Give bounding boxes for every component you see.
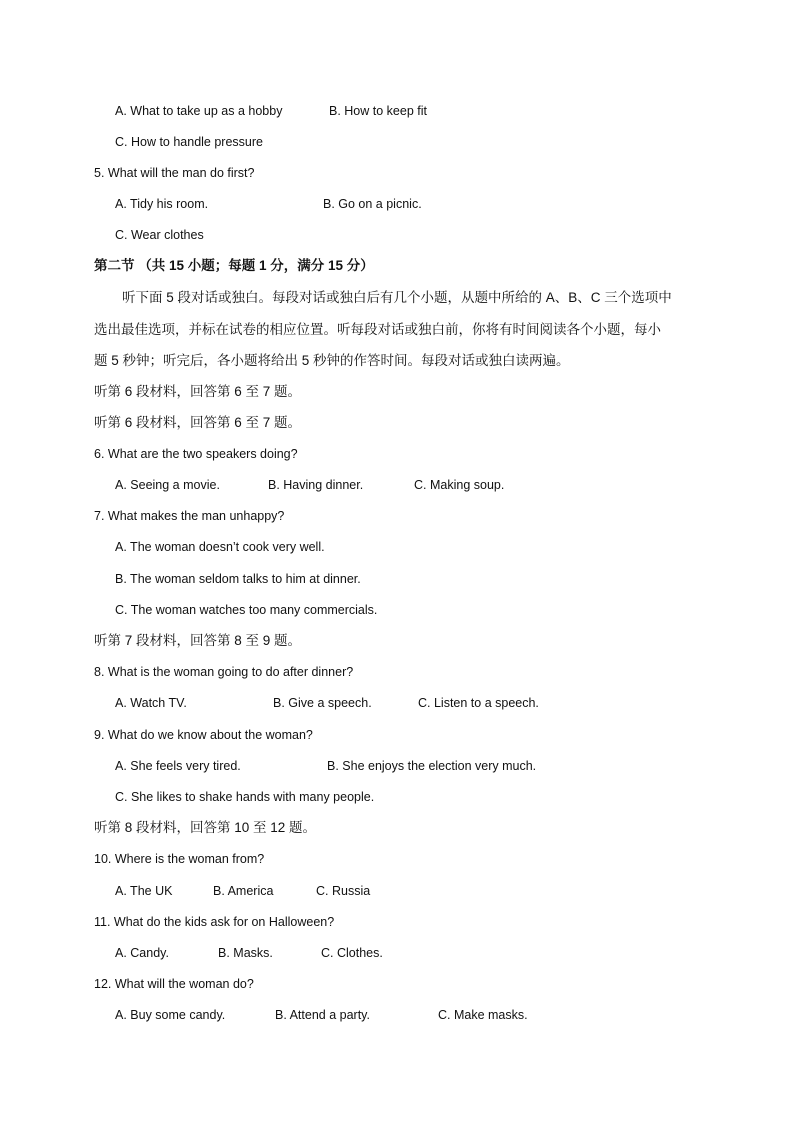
q7-option-b: B. The woman seldom talks to him at dinner. (115, 572, 361, 586)
q8-option-a: A. Watch TV. (115, 696, 187, 710)
q6-option-c: C. Making soup. (414, 478, 505, 492)
q11-option-b: B. Masks. (218, 946, 273, 960)
q5-option-a: A. Tidy his room. (115, 197, 209, 211)
q8-option-c: C. Listen to a speech. (418, 696, 539, 710)
section2-instructions-line1: 听下面 5 段对话或独白。每段对话或独白后有几个小题，从题中所给的 A、B、C 三个选项中 (122, 290, 672, 305)
q7-option-c: C. The woman watches too many commercials. (115, 603, 378, 617)
q7-question: 7. What makes the man unhappy? (94, 509, 285, 523)
q6-option-a: A. Seeing a movie. (115, 478, 220, 492)
section2-instructions-line3: 题 5 秒钟；听完后，各小题将给出 5 秒钟的作答时间。每段对话或独白读两遍。 (94, 353, 570, 368)
material7-direction: 听第 7 段材料，回答第 8 至 9 题。 (94, 633, 302, 648)
q9-option-b: B. She enjoys the election very much. (327, 759, 537, 773)
q11-option-c: C. Clothes. (321, 946, 383, 960)
q6-question: 6. What are the two speakers doing? (94, 447, 298, 461)
q5-option-c: C. Wear clothes (115, 228, 204, 242)
material6-direction-a: 听第 6 段材料，回答第 6 至 7 题。 (94, 384, 302, 399)
q11-question: 11. What do the kids ask for on Halloween? (94, 915, 335, 929)
q8-question: 8. What is the woman going to do after dinner? (94, 665, 354, 679)
q5-option-b: B. Go on a picnic. (323, 197, 422, 211)
q12-option-c: C. Make masks. (438, 1008, 528, 1022)
q10-option-c: C. Russia (316, 884, 371, 898)
q5-question: 5. What will the man do first? (94, 166, 255, 180)
section2-heading: 第二节 （共 15 小题；每题 1 分，满分 15 分） (94, 258, 374, 273)
q10-question: 10. Where is the woman from? (94, 852, 265, 866)
q9-option-a: A. She feels very tired. (115, 759, 241, 773)
q8-option-b: B. Give a speech. (273, 696, 372, 710)
q9-option-c: C. She likes to shake hands with many people. (115, 790, 375, 804)
q9-question: 9. What do we know about the woman? (94, 728, 313, 742)
q12-option-a: A. Buy some candy. (115, 1008, 226, 1022)
q12-option-b: B. Attend a party. (275, 1008, 370, 1022)
q10-option-b: B. America (213, 884, 274, 898)
material6-direction-b: 听第 6 段材料，回答第 6 至 7 题。 (94, 415, 302, 430)
q4-option-c: C. How to handle pressure (115, 135, 263, 149)
section2-instructions-line2: 选出最佳选项，并标在试卷的相应位置。听每段对话或独白前，你将有时间阅读各个小题，每小 (94, 322, 661, 337)
q4-option-a: A. What to take up as a hobby (115, 104, 283, 118)
q4-option-b: B. How to keep fit (329, 104, 427, 118)
q7-option-a: A. The woman doesn’t cook very well. (115, 540, 325, 554)
material8-direction: 听第 8 段材料，回答第 10 至 12 题。 (94, 820, 317, 835)
q10-option-a: A. The UK (115, 884, 173, 898)
q12-question: 12. What will the woman do? (94, 977, 254, 991)
q11-option-a: A. Candy. (115, 946, 169, 960)
q6-option-b: B. Having dinner. (268, 478, 364, 492)
